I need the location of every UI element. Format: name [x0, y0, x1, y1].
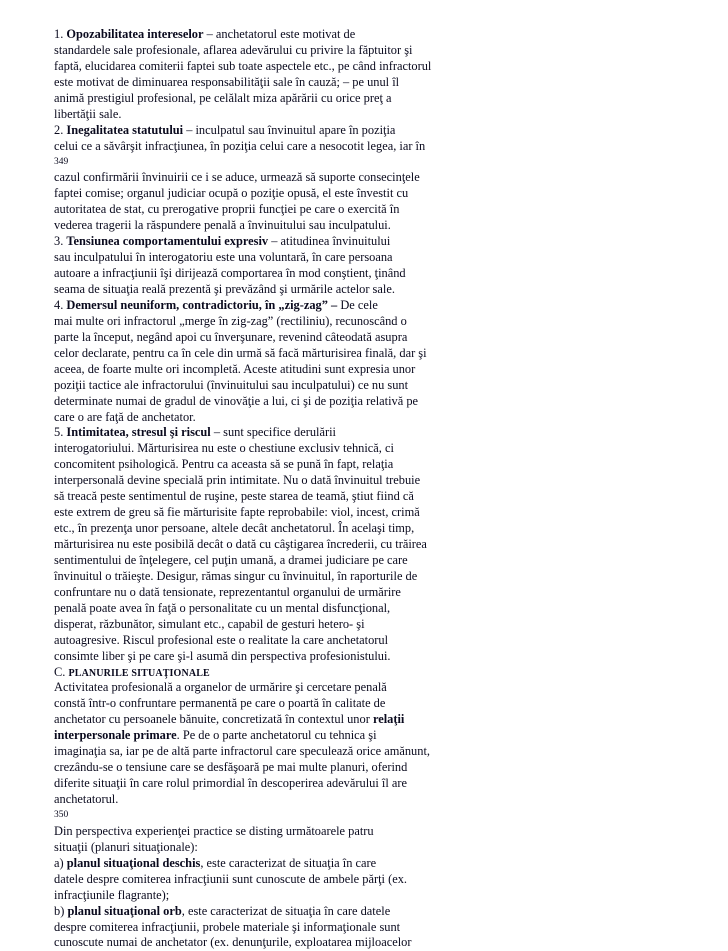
text-line: să treacă peste sentimentul de ruşine, peste starea de teamă, ştiut fiind că — [54, 489, 414, 504]
item-title: Opozabilitatea intereselor — [66, 27, 204, 41]
text-line: parte la început, negând apoi cu înverşunare, revenind câteodată asupra — [54, 329, 408, 344]
text-line: determinate numai de gradul de vinovăţie a lui, ci şi de poziţia relativă pe — [54, 393, 419, 408]
text-line: 1. Opozabilitatea intereselor – anchetatorul este motivat de — [54, 27, 356, 41]
text-line: vederea tragerii la răspundere penală a învinuitului sau inculpatului. — [54, 218, 391, 233]
text-line: aceea, de foarte multe ori incompletă. Aceste atitudini sunt expresia unor — [54, 361, 416, 376]
text-line: celui ce a săvârşit infracţiunea, în poziţia celui care a nesocotit legea, iar în — [54, 138, 426, 153]
text-line: autoritatea de stat, cu prerogative proprii funcţiei pe care o exercită în — [54, 202, 400, 217]
text-line: este motivat de diminuarea responsabilităţii sale în cauză; – pe unul îl — [54, 74, 400, 89]
item-title: Tensiunea comportamentului expresiv — [66, 234, 269, 249]
text-line: anchetatorul. — [54, 792, 119, 806]
bold-term: planul situaţional deschis — [66, 855, 201, 870]
text-line: a) planul situaţional deschis, este caracterizat de situaţia în care — [54, 855, 377, 870]
text-line: etc., în prezenţa unor persoane, altele decât anchetatorul. În acelaşi timp, — [54, 521, 415, 536]
text-line: penală poate avea în faţă o personalitate cu un mental disfuncţional, — [54, 600, 391, 615]
item-number: 1. — [54, 27, 64, 41]
text-line: care o are faţă de anchetator. — [54, 409, 196, 424]
text-line: animă prestigiul profesional, pe celălalt miza apărării cu orice preţ a — [54, 90, 392, 105]
page-number: 349 — [54, 156, 69, 167]
text-line: interogatoriului. Mărturisirea nu este o chestiune exclusiv tehnică, ci — [54, 441, 394, 456]
bold-term: interpersonale primare — [54, 728, 177, 743]
text-line: b) planul situaţional orb, este caracterizat de situaţia în care datele — [54, 903, 391, 918]
text-line: autoagresive. Riscul profesional este o realitate la care anchetatorul — [54, 632, 389, 647]
item-title: Intimitatea, stresul şi riscul — [66, 425, 211, 440]
page-number: 350 — [54, 809, 69, 820]
text-line: 2. Inegalitatea statutului – inculpatul sau învinuitul apare în poziţia — [54, 122, 396, 137]
text-line: diferite situaţii în care rolul primordial în descoperirea adevărului îl are — [54, 776, 407, 791]
text-line: disperat, răzbunător, simulant etc., capabil de gesturi hetero- şi — [54, 616, 365, 631]
text-line: 4. Demersul neuniform, contradictoriu, în „zig-zag” – De cele — [54, 297, 378, 312]
section-letter: C. — [54, 664, 66, 679]
text-line: autoare a infracţiunii îşi dirijează comportarea în mod conştient, ţinând — [54, 266, 406, 281]
bold-term: planul situaţional orb — [67, 903, 182, 918]
text-line: datele despre comiterea infracţiunii sunt cunoscute de ambele părţi (ex. — [54, 871, 407, 886]
text-line: sau inculpatului în interogatoriu este una voluntară, în care persoana — [54, 250, 393, 265]
text-line: învinuitul o trăieşte. Desigur, rămas singur cu învinuitul, în raporturile de — [54, 568, 418, 583]
item-number: 5. — [54, 425, 64, 440]
text-line: faptei comise; organul judiciar ocupă o poziţie opusă, el este învestit cu — [54, 186, 409, 201]
text-line: concomitent psihologică. Pentru ca aceasta să se pună în fapt, relaţia — [54, 457, 394, 472]
text-line: 5. Intimitatea, stresul şi riscul – sunt specifice derulării — [54, 425, 336, 440]
section-title: PLANURILE SITUAŢIONALE — [68, 667, 210, 679]
text-line: anchetator cu persoanele bănuite, concretizată în contextul unor relaţii — [54, 712, 405, 727]
text-line: infracţiunile flagrante); — [54, 887, 170, 902]
text-line: confruntare nu o dată tensionate, reprezentantul organului de urmărire — [54, 584, 401, 599]
text-line: mai multe ori infractorul „merge în zig-zag” (rectiliniu), recunoscând o — [54, 313, 407, 328]
text-line: faptă, elucidarea comiterii faptei sub toate aspectele etc., pe când infractorul — [54, 58, 432, 73]
document-page — [54, 27, 722, 951]
section-heading — [54, 665, 722, 681]
text-line: Din perspectiva experienţei practice se disting următoarele patru — [54, 823, 374, 838]
text-line: 3. Tensiunea comportamentului expresiv – atitudinea învinuitului — [54, 234, 391, 249]
item-number: 4. — [54, 297, 64, 312]
text-line: constă într-o confruntare permanentă pe care o poartă în calitate de — [54, 696, 386, 711]
text-line: Activitatea profesională a organelor de urmărire şi cercetare penală — [54, 680, 387, 695]
text-line: libertăţii sale. — [54, 106, 122, 121]
text-line: crezându-se o tensiune care se desfăşoară pe mai multe planuri, oferind — [54, 760, 408, 775]
text-line: sentimentului de înţelegere, cel puţin umană, a dramei judiciare pe care — [54, 552, 408, 567]
text-line: despre comiterea infracţiunii, probele materiale şi informaţionale sunt — [54, 919, 401, 934]
item-title: Demersul neuniform, contradictoriu, în „zig-zag” – — [66, 297, 338, 312]
bold-term: relaţii — [372, 712, 405, 727]
text-line: mărturisirea nu este posibilă decât o dată cu câştigarea încrederii, cu trăirea — [54, 537, 427, 551]
item-number: 2. — [54, 122, 64, 137]
item-number: 3. — [54, 234, 64, 249]
text-line: seama de situaţia reală prezentă şi prevăzând şi urmările actelor sale. — [54, 282, 395, 296]
text-line: cazul confirmării învinuirii ce i se aduce, urmează să suporte consecinţele — [54, 170, 420, 185]
text-line: consimte liber şi pe care şi-l asumă din perspectiva profesionistului. — [54, 648, 391, 663]
text-line: standardele sale profesionale, aflarea adevărului cu privire la făptuitor şi — [54, 42, 413, 57]
text-line: interpersonale primare. Pe de o parte anchetatorul cu tehnica şi — [54, 728, 377, 743]
text-line: situaţii (planuri situaţionale): — [54, 839, 198, 854]
item-title: Inegalitatea statutului — [66, 122, 184, 137]
text-line: cunoscute numai de anchetator (ex. denunţurile, exploatarea mijloacelor — [54, 935, 412, 950]
text-line: interpersonală devine specială prin intimitate. Nu o dată învinuitul trebuie — [54, 473, 421, 488]
text-line: este extrem de greu să fie mărturisite fapte reprobabile: viol, incest, crimă — [54, 505, 420, 520]
text-line: imaginaţia sa, iar pe de altă parte infractorul care speculează orice amănunt, — [54, 744, 430, 759]
text-line: poziţii tactice ale infractorului (învinuitului sau inculpatului) ce nu sunt — [54, 377, 409, 392]
text-line: celor declarate, pentru ca în cele din urmă să facă mărturisirea finală, dar şi — [54, 345, 427, 360]
